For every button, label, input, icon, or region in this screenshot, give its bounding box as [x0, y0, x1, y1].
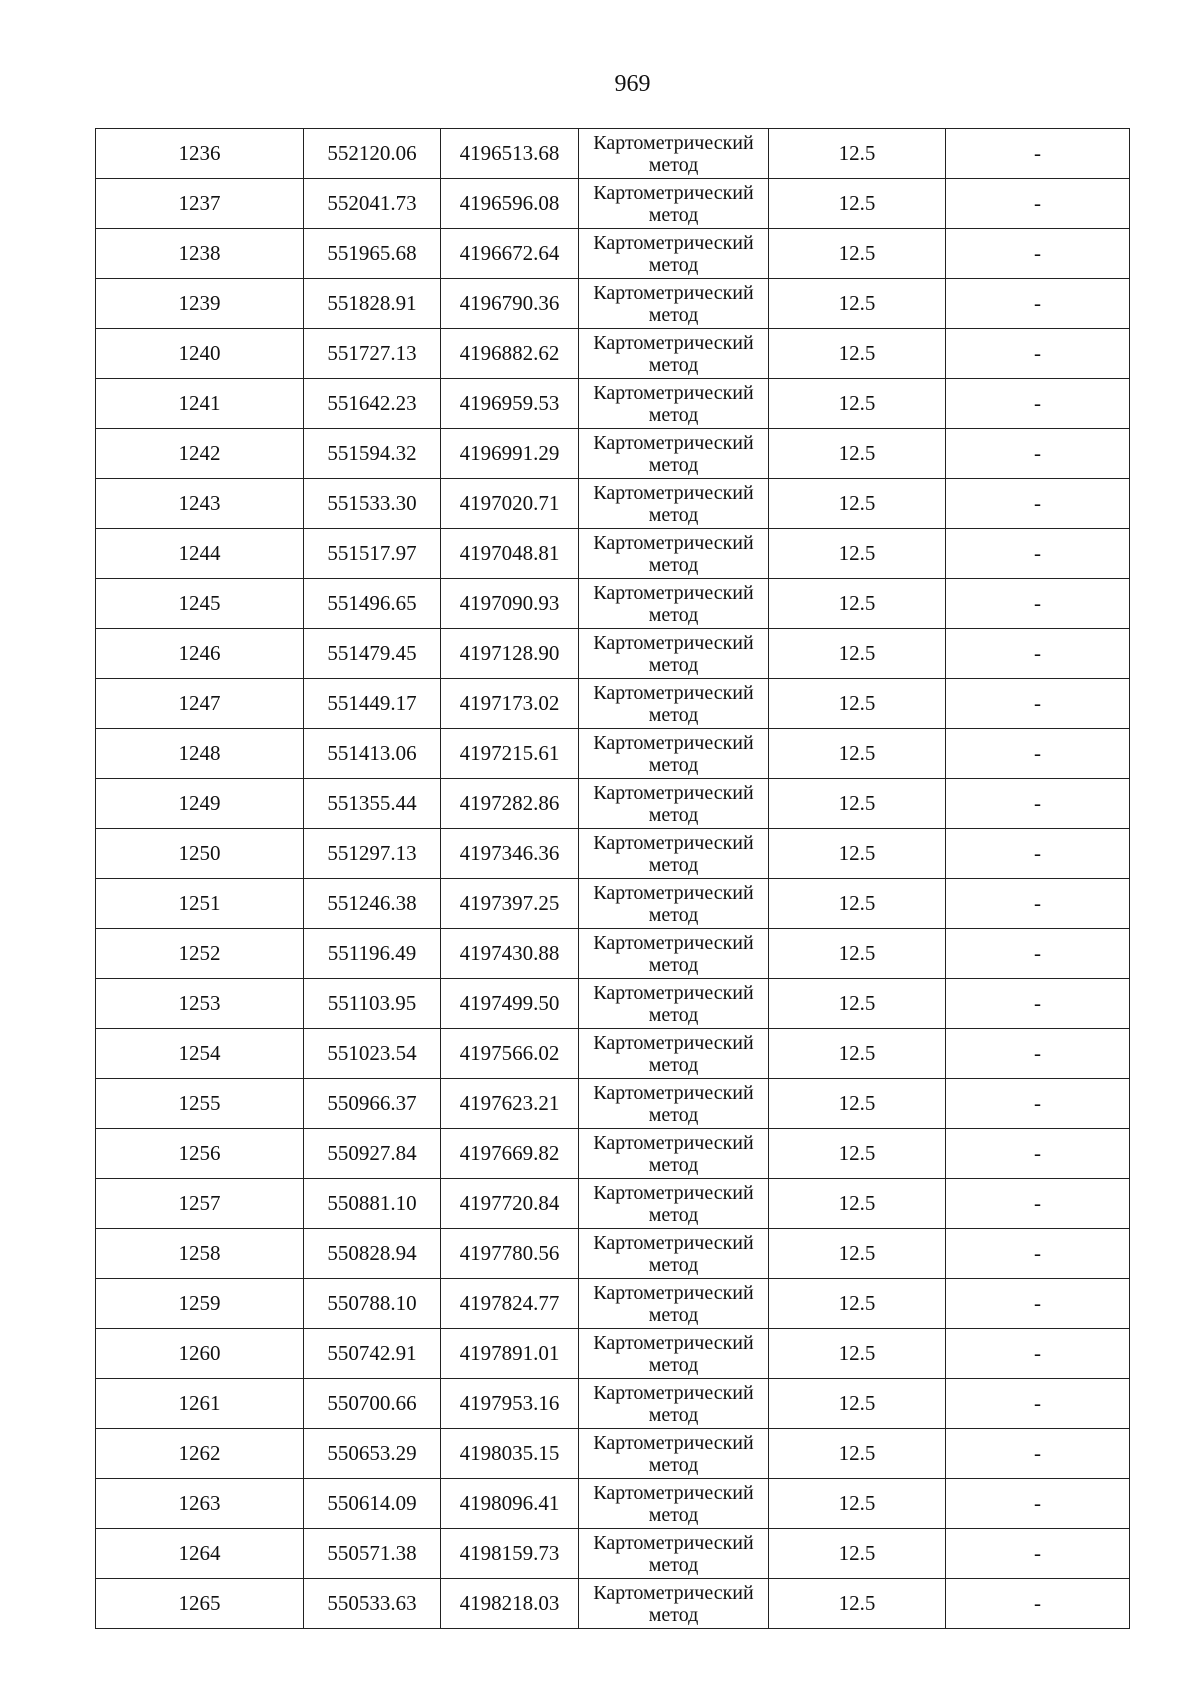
- method-line: Картометрический: [593, 831, 754, 854]
- method-line: Картометрический: [593, 1231, 754, 1254]
- method-cell: [579, 1279, 769, 1329]
- method-line: метод: [648, 1203, 699, 1226]
- y-coordinate-cell: 4197953.16: [441, 1379, 579, 1429]
- method-line: Картометрический: [593, 181, 754, 204]
- point-number-cell: 1245: [96, 579, 304, 629]
- method-line: Картометрический: [593, 1181, 754, 1204]
- note-cell: -: [946, 379, 1130, 429]
- x-coordinate-cell: 550653.29: [304, 1429, 441, 1479]
- table-row: [96, 629, 1130, 679]
- x-coordinate-cell: 551449.17: [304, 679, 441, 729]
- table-row: [96, 679, 1130, 729]
- table-row: [96, 929, 1130, 979]
- table-row: [96, 1229, 1130, 1279]
- coordinates-table: [95, 128, 1130, 1629]
- x-coordinate-cell: 551727.13: [304, 329, 441, 379]
- method-cell: [579, 229, 769, 279]
- point-number-cell: 1251: [96, 879, 304, 929]
- y-coordinate-cell: 4197173.02: [441, 679, 579, 729]
- method-line: метод: [648, 203, 699, 226]
- method-line: Картометрический: [593, 381, 754, 404]
- point-number-cell: 1238: [96, 229, 304, 279]
- y-coordinate-cell: 4197090.93: [441, 579, 579, 629]
- y-coordinate-cell: 4197891.01: [441, 1329, 579, 1379]
- method-cell: [579, 179, 769, 229]
- point-number-cell: 1262: [96, 1429, 304, 1479]
- method-line: метод: [648, 153, 699, 176]
- y-coordinate-cell: 4197128.90: [441, 629, 579, 679]
- accuracy-cell: 12.5: [769, 1429, 946, 1479]
- method-line: Картометрический: [593, 781, 754, 804]
- accuracy-cell: 12.5: [769, 729, 946, 779]
- x-coordinate-cell: 551023.54: [304, 1029, 441, 1079]
- method-line: метод: [648, 753, 699, 776]
- method-cell: [579, 1529, 769, 1579]
- point-number-cell: 1256: [96, 1129, 304, 1179]
- method-line: Картометрический: [593, 581, 754, 604]
- method-line: Картометрический: [593, 881, 754, 904]
- method-line: Картометрический: [593, 981, 754, 1004]
- method-line: метод: [648, 503, 699, 526]
- x-coordinate-cell: 550788.10: [304, 1279, 441, 1329]
- x-coordinate-cell: 551828.91: [304, 279, 441, 329]
- point-number-cell: 1265: [96, 1579, 304, 1629]
- point-number-cell: 1260: [96, 1329, 304, 1379]
- point-number-cell: 1259: [96, 1279, 304, 1329]
- method-cell: [579, 1429, 769, 1479]
- accuracy-cell: 12.5: [769, 629, 946, 679]
- accuracy-cell: 12.5: [769, 879, 946, 929]
- method-cell: [579, 279, 769, 329]
- point-number-cell: 1252: [96, 929, 304, 979]
- note-cell: -: [946, 879, 1130, 929]
- accuracy-cell: 12.5: [769, 1279, 946, 1329]
- accuracy-cell: 12.5: [769, 179, 946, 229]
- point-number-cell: 1241: [96, 379, 304, 429]
- table-row: [96, 1279, 1130, 1329]
- method-line: метод: [648, 1453, 699, 1476]
- method-line: Картометрический: [593, 1081, 754, 1104]
- table-row: [96, 1529, 1130, 1579]
- table-row: [96, 179, 1130, 229]
- point-number-cell: 1249: [96, 779, 304, 829]
- x-coordinate-cell: 551196.49: [304, 929, 441, 979]
- method-cell: [579, 379, 769, 429]
- method-line: Картометрический: [593, 431, 754, 454]
- table-row: [96, 529, 1130, 579]
- accuracy-cell: 12.5: [769, 979, 946, 1029]
- method-line: метод: [648, 1053, 699, 1076]
- accuracy-cell: 12.5: [769, 1229, 946, 1279]
- accuracy-cell: 12.5: [769, 579, 946, 629]
- accuracy-cell: 12.5: [769, 129, 946, 179]
- method-line: метод: [648, 453, 699, 476]
- accuracy-cell: 12.5: [769, 329, 946, 379]
- y-coordinate-cell: 4197623.21: [441, 1079, 579, 1129]
- x-coordinate-cell: 550966.37: [304, 1079, 441, 1129]
- note-cell: -: [946, 1329, 1130, 1379]
- table-row: [96, 429, 1130, 479]
- x-coordinate-cell: 551479.45: [304, 629, 441, 679]
- note-cell: -: [946, 1029, 1130, 1079]
- point-number-cell: 1258: [96, 1229, 304, 1279]
- accuracy-cell: 12.5: [769, 1529, 946, 1579]
- method-line: Картометрический: [593, 1331, 754, 1354]
- x-coordinate-cell: 551413.06: [304, 729, 441, 779]
- method-line: Картометрический: [593, 331, 754, 354]
- method-line: метод: [648, 1103, 699, 1126]
- note-cell: -: [946, 1179, 1130, 1229]
- table-row: [96, 379, 1130, 429]
- method-cell: [579, 1129, 769, 1179]
- table-row: [96, 729, 1130, 779]
- method-cell: [579, 429, 769, 479]
- y-coordinate-cell: 4196882.62: [441, 329, 579, 379]
- method-line: метод: [648, 553, 699, 576]
- table-row: [96, 279, 1130, 329]
- y-coordinate-cell: 4198096.41: [441, 1479, 579, 1529]
- method-cell: [579, 1329, 769, 1379]
- point-number-cell: 1236: [96, 129, 304, 179]
- accuracy-cell: 12.5: [769, 1179, 946, 1229]
- table-row: [96, 479, 1130, 529]
- x-coordinate-cell: 551517.97: [304, 529, 441, 579]
- method-line: метод: [648, 303, 699, 326]
- note-cell: -: [946, 129, 1130, 179]
- method-line: метод: [648, 1253, 699, 1276]
- note-cell: -: [946, 729, 1130, 779]
- x-coordinate-cell: 551496.65: [304, 579, 441, 629]
- y-coordinate-cell: 4197397.25: [441, 879, 579, 929]
- y-coordinate-cell: 4197499.50: [441, 979, 579, 1029]
- method-cell: [579, 329, 769, 379]
- point-number-cell: 1263: [96, 1479, 304, 1529]
- x-coordinate-cell: 552120.06: [304, 129, 441, 179]
- method-line: метод: [648, 953, 699, 976]
- y-coordinate-cell: 4196672.64: [441, 229, 579, 279]
- x-coordinate-cell: 550614.09: [304, 1479, 441, 1529]
- y-coordinate-cell: 4197824.77: [441, 1279, 579, 1329]
- note-cell: -: [946, 1229, 1130, 1279]
- point-number-cell: 1250: [96, 829, 304, 879]
- table-row: [96, 329, 1130, 379]
- method-line: метод: [648, 1603, 699, 1626]
- x-coordinate-cell: 550533.63: [304, 1579, 441, 1629]
- table-row: [96, 979, 1130, 1029]
- y-coordinate-cell: 4197669.82: [441, 1129, 579, 1179]
- table-row: [96, 1579, 1130, 1629]
- note-cell: -: [946, 829, 1130, 879]
- method-cell: [579, 1079, 769, 1129]
- method-cell: [579, 829, 769, 879]
- accuracy-cell: 12.5: [769, 479, 946, 529]
- table-row: [96, 1129, 1130, 1179]
- accuracy-cell: 12.5: [769, 279, 946, 329]
- point-number-cell: 1246: [96, 629, 304, 679]
- method-cell: [579, 629, 769, 679]
- note-cell: -: [946, 1129, 1130, 1179]
- y-coordinate-cell: 4196959.53: [441, 379, 579, 429]
- method-line: Картометрический: [593, 1031, 754, 1054]
- method-line: Картометрический: [593, 1131, 754, 1154]
- method-line: Картометрический: [593, 231, 754, 254]
- method-line: метод: [648, 903, 699, 926]
- coordinates-table-body: [96, 129, 1130, 1629]
- point-number-cell: 1254: [96, 1029, 304, 1079]
- point-number-cell: 1253: [96, 979, 304, 1029]
- method-line: метод: [648, 1153, 699, 1176]
- accuracy-cell: 12.5: [769, 929, 946, 979]
- point-number-cell: 1261: [96, 1379, 304, 1429]
- note-cell: -: [946, 979, 1130, 1029]
- table-row: [96, 229, 1130, 279]
- x-coordinate-cell: 552041.73: [304, 179, 441, 229]
- method-line: метод: [648, 603, 699, 626]
- note-cell: -: [946, 1529, 1130, 1579]
- method-cell: [579, 729, 769, 779]
- accuracy-cell: 12.5: [769, 1579, 946, 1629]
- y-coordinate-cell: 4196513.68: [441, 129, 579, 179]
- x-coordinate-cell: 551965.68: [304, 229, 441, 279]
- y-coordinate-cell: 4198159.73: [441, 1529, 579, 1579]
- accuracy-cell: 12.5: [769, 1079, 946, 1129]
- note-cell: -: [946, 679, 1130, 729]
- x-coordinate-cell: 551533.30: [304, 479, 441, 529]
- method-line: метод: [648, 803, 699, 826]
- note-cell: -: [946, 1429, 1130, 1479]
- method-line: Картометрический: [593, 731, 754, 754]
- method-line: метод: [648, 1503, 699, 1526]
- table-row: [96, 579, 1130, 629]
- point-number-cell: 1244: [96, 529, 304, 579]
- table-row: [96, 1079, 1130, 1129]
- accuracy-cell: 12.5: [769, 1329, 946, 1379]
- method-cell: [579, 529, 769, 579]
- x-coordinate-cell: 551103.95: [304, 979, 441, 1029]
- point-number-cell: 1240: [96, 329, 304, 379]
- x-coordinate-cell: 550700.66: [304, 1379, 441, 1429]
- method-line: Картометрический: [593, 1531, 754, 1554]
- table-row: [96, 829, 1130, 879]
- method-line: метод: [648, 653, 699, 676]
- accuracy-cell: 12.5: [769, 229, 946, 279]
- method-line: Картометрический: [593, 281, 754, 304]
- note-cell: -: [946, 1579, 1130, 1629]
- page-number: 969: [614, 71, 651, 97]
- method-line: Картометрический: [593, 1381, 754, 1404]
- y-coordinate-cell: 4197215.61: [441, 729, 579, 779]
- method-line: метод: [648, 1003, 699, 1026]
- method-line: Картометрический: [593, 481, 754, 504]
- x-coordinate-cell: 550881.10: [304, 1179, 441, 1229]
- point-number-cell: 1264: [96, 1529, 304, 1579]
- method-cell: [579, 1379, 769, 1429]
- method-cell: [579, 979, 769, 1029]
- y-coordinate-cell: 4196790.36: [441, 279, 579, 329]
- table-row: [96, 1029, 1130, 1079]
- y-coordinate-cell: 4196596.08: [441, 179, 579, 229]
- method-line: метод: [648, 1303, 699, 1326]
- table-row: [96, 1379, 1130, 1429]
- y-coordinate-cell: 4197780.56: [441, 1229, 579, 1279]
- x-coordinate-cell: 551355.44: [304, 779, 441, 829]
- method-line: Картометрический: [593, 931, 754, 954]
- accuracy-cell: 12.5: [769, 1029, 946, 1079]
- note-cell: -: [946, 429, 1130, 479]
- point-number-cell: 1239: [96, 279, 304, 329]
- note-cell: -: [946, 629, 1130, 679]
- method-cell: [579, 129, 769, 179]
- x-coordinate-cell: 550828.94: [304, 1229, 441, 1279]
- y-coordinate-cell: 4197430.88: [441, 929, 579, 979]
- note-cell: -: [946, 1279, 1130, 1329]
- x-coordinate-cell: 551246.38: [304, 879, 441, 929]
- note-cell: -: [946, 229, 1130, 279]
- method-cell: [579, 579, 769, 629]
- accuracy-cell: 12.5: [769, 529, 946, 579]
- method-line: Картометрический: [593, 531, 754, 554]
- point-number-cell: 1255: [96, 1079, 304, 1129]
- point-number-cell: 1237: [96, 179, 304, 229]
- point-number-cell: 1247: [96, 679, 304, 729]
- method-line: Картометрический: [593, 681, 754, 704]
- point-number-cell: 1257: [96, 1179, 304, 1229]
- method-line: Картометрический: [593, 1431, 754, 1454]
- table-row: [96, 779, 1130, 829]
- accuracy-cell: 12.5: [769, 379, 946, 429]
- accuracy-cell: 12.5: [769, 1129, 946, 1179]
- method-line: метод: [648, 403, 699, 426]
- note-cell: -: [946, 579, 1130, 629]
- method-line: метод: [648, 703, 699, 726]
- y-coordinate-cell: 4197346.36: [441, 829, 579, 879]
- method-line: метод: [648, 253, 699, 276]
- x-coordinate-cell: 551297.13: [304, 829, 441, 879]
- method-cell: [579, 1579, 769, 1629]
- method-line: Картометрический: [593, 131, 754, 154]
- accuracy-cell: 12.5: [769, 829, 946, 879]
- x-coordinate-cell: 551594.32: [304, 429, 441, 479]
- table-row: [96, 879, 1130, 929]
- method-cell: [579, 779, 769, 829]
- method-cell: [579, 479, 769, 529]
- y-coordinate-cell: 4197720.84: [441, 1179, 579, 1229]
- y-coordinate-cell: 4197048.81: [441, 529, 579, 579]
- note-cell: -: [946, 279, 1130, 329]
- method-line: метод: [648, 1403, 699, 1426]
- note-cell: -: [946, 929, 1130, 979]
- note-cell: -: [946, 1479, 1130, 1529]
- accuracy-cell: 12.5: [769, 1379, 946, 1429]
- y-coordinate-cell: 4197020.71: [441, 479, 579, 529]
- note-cell: -: [946, 1079, 1130, 1129]
- method-cell: [579, 1029, 769, 1079]
- method-cell: [579, 929, 769, 979]
- method-cell: [579, 1479, 769, 1529]
- method-cell: [579, 1179, 769, 1229]
- method-cell: [579, 879, 769, 929]
- note-cell: -: [946, 179, 1130, 229]
- y-coordinate-cell: 4198218.03: [441, 1579, 579, 1629]
- table-row: [96, 129, 1130, 179]
- y-coordinate-cell: 4198035.15: [441, 1429, 579, 1479]
- method-line: Картометрический: [593, 1281, 754, 1304]
- table-row: [96, 1479, 1130, 1529]
- accuracy-cell: 12.5: [769, 1479, 946, 1529]
- y-coordinate-cell: 4197282.86: [441, 779, 579, 829]
- y-coordinate-cell: 4197566.02: [441, 1029, 579, 1079]
- note-cell: -: [946, 1379, 1130, 1429]
- method-cell: [579, 679, 769, 729]
- method-line: Картометрический: [593, 631, 754, 654]
- accuracy-cell: 12.5: [769, 779, 946, 829]
- table-row: [96, 1179, 1130, 1229]
- method-line: Картометрический: [593, 1481, 754, 1504]
- method-line: метод: [648, 1353, 699, 1376]
- method-line: Картометрический: [593, 1581, 754, 1604]
- method-line: метод: [648, 353, 699, 376]
- accuracy-cell: 12.5: [769, 679, 946, 729]
- point-number-cell: 1242: [96, 429, 304, 479]
- method-line: метод: [648, 853, 699, 876]
- x-coordinate-cell: 550927.84: [304, 1129, 441, 1179]
- note-cell: -: [946, 479, 1130, 529]
- x-coordinate-cell: 550742.91: [304, 1329, 441, 1379]
- point-number-cell: 1243: [96, 479, 304, 529]
- point-number-cell: 1248: [96, 729, 304, 779]
- accuracy-cell: 12.5: [769, 429, 946, 479]
- method-line: метод: [648, 1553, 699, 1576]
- note-cell: -: [946, 529, 1130, 579]
- method-cell: [579, 1229, 769, 1279]
- table-row: [96, 1329, 1130, 1379]
- y-coordinate-cell: 4196991.29: [441, 429, 579, 479]
- note-cell: -: [946, 779, 1130, 829]
- table-row: [96, 1429, 1130, 1479]
- x-coordinate-cell: 550571.38: [304, 1529, 441, 1579]
- note-cell: -: [946, 329, 1130, 379]
- x-coordinate-cell: 551642.23: [304, 379, 441, 429]
